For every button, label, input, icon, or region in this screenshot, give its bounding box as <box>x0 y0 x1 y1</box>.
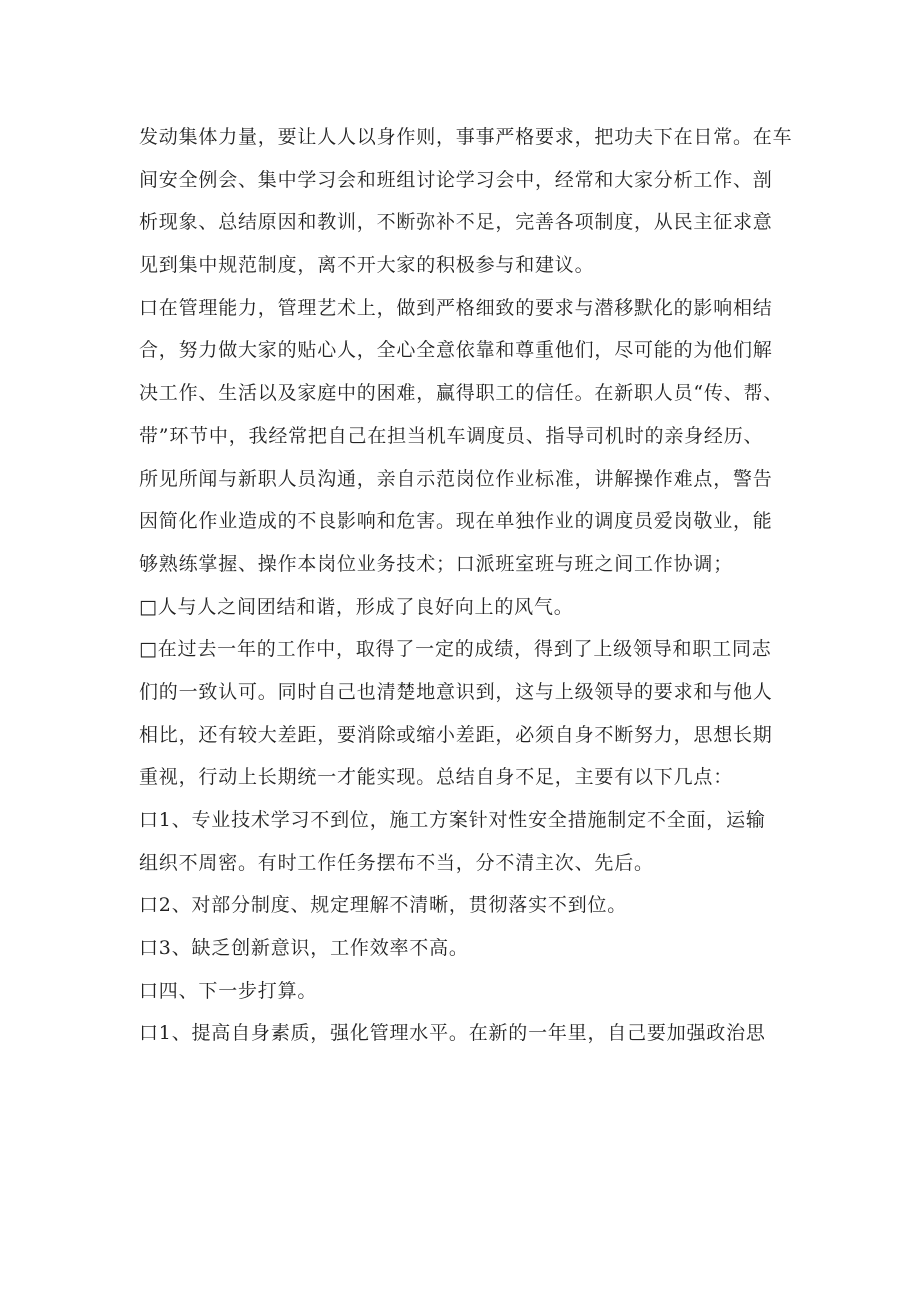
paragraph-2 <box>139 287 789 586</box>
text-line: 口在管理能力，管理艺术上，做到严格细致的要求与潜移默化的影响相结 <box>139 296 773 319</box>
text-line: 重视，行动上长期统一才能实现。总结自身不足，主要有以下几点： <box>139 766 734 789</box>
text-line: □在过去一年的工作中，取得了一定的成绩，得到了上级领导和职工同志 <box>139 638 772 661</box>
paragraph-4 <box>139 628 789 799</box>
text-line: 组织不周密。有时工作任务摆布不当，分不清主次、先后。 <box>139 851 654 874</box>
paragraph-8 <box>139 970 789 1013</box>
text-line: 发动集体力量，要让人人以身作则，事事严格要求，把功夫下在日常。在车 <box>139 126 793 148</box>
text-line: 相比，还有较大差距，要消除或缩小差距，必须自身不断努力，思想长期 <box>139 723 773 746</box>
text-line: 口3、缺乏创新意识，工作效率不高。 <box>139 937 469 960</box>
text-line: 析现象、总结原因和教训，不断弥补不足，完善各项制度，从民主征求意 <box>139 211 773 234</box>
paragraph-7 <box>139 927 789 970</box>
text-line: 口1、提高自身素质，强化管理水平。在新的一年里，自己要加强政治思 <box>139 1022 766 1045</box>
text-line: 决工作、生活以及家庭中的困难，赢得职工的信任。在新职人员“传、帮、 <box>139 382 784 405</box>
paragraph-9 <box>139 1012 789 1055</box>
paragraph-1 <box>139 116 793 287</box>
text-line: 口2、对部分制度、规定理解不清晰，贯彻落实不到位。 <box>139 894 628 917</box>
paragraph-6 <box>139 884 789 927</box>
text-line: 见到集中规范制度，离不开大家的积极参与和建议。 <box>139 254 595 277</box>
text-line: 够熟练掌握、操作本岗位业务技术；口派班室班与班之间工作协调； <box>139 552 734 575</box>
text-line: 合，努力做大家的贴心人，全心全意依靠和尊重他们，尽可能的为他们解 <box>139 339 773 362</box>
text-line: □人与人之间团结和谐，形成了良好向上的风气。 <box>139 595 574 618</box>
text-line: 因简化作业造成的不良影响和危害。现在单独作业的调度员爱岗敬业，能 <box>139 510 773 533</box>
text-line: 所见所闻与新职人员沟通，亲自示范岗位作业标准，讲解操作难点，警告 <box>139 467 773 490</box>
paragraph-5 <box>139 799 789 884</box>
text-line: 口1、专业技术学习不到位，施工方案针对性安全措施制定不全面，运输 <box>139 809 766 831</box>
text-line: 间安全例会、集中学习会和班组讨论学习会中，经常和大家分析工作、剖 <box>139 168 773 191</box>
text-line: 口四、下一步打算。 <box>139 979 318 1002</box>
document-body <box>139 116 793 1055</box>
text-line: 们的一致认可。同时自己也清楚地意识到，这与上级领导的要求和与他人 <box>139 680 773 703</box>
paragraph-3 <box>139 586 789 629</box>
text-line: 带”环节中，我经常把自己在担当机车调度员、指导司机时的亲身经历、 <box>139 424 764 447</box>
